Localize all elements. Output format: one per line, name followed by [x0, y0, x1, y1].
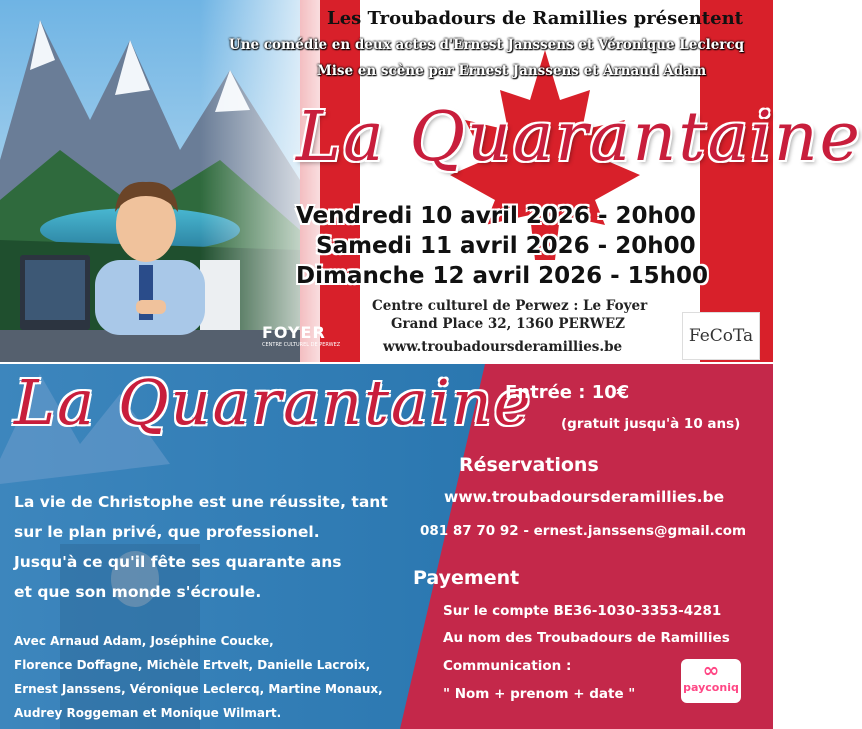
- cast-line-2: Florence Doffagne, Michèle Ertvelt, Danielle Lacroix,: [14, 658, 371, 672]
- date-saturday: Samedi 11 avril 2026 - 20h00: [316, 233, 696, 259]
- show-title: La Quarantaine: [296, 98, 862, 177]
- synopsis-line-1: La vie de Christophe est une réussite, tant: [14, 493, 388, 511]
- date-friday: Vendredi 10 avril 2026 - 20h00: [296, 203, 696, 229]
- reservations-contact[interactable]: 081 87 70 92 - ernest.janssens@gmail.com: [420, 523, 747, 539]
- reservations-website[interactable]: www.troubadoursderamillies.be: [444, 488, 725, 506]
- fecota-logo-text: FeCoTa: [688, 326, 754, 346]
- cast-line-3: Ernest Janssens, Véronique Leclercq, Martine Monaux,: [14, 682, 383, 696]
- date-sunday: Dimanche 12 avril 2026 - 15h00: [296, 263, 709, 289]
- payconiq-logo: [681, 659, 741, 703]
- bottom-flyer: [0, 364, 773, 729]
- cast-line-1: Avec Arnaud Adam, Joséphine Coucke,: [14, 634, 274, 648]
- subtitle-direction: Mise en scène par Ernest Janssens et Arnaud Adam: [316, 63, 707, 79]
- fecota-logo: [682, 312, 760, 360]
- payment-beneficiary: Au nom des Troubadours de Ramillies: [443, 630, 730, 646]
- foyer-logo-sub: CENTRE CULTUREL DE PERWEZ: [262, 342, 341, 348]
- top-flyer: [0, 0, 862, 362]
- venue-name: Centre culturel de Perwez : Le Foyer: [372, 298, 648, 314]
- entry-note: (gratuit jusqu'à 10 ans): [561, 416, 741, 432]
- synopsis-line-2: sur le plan privé, que professionel.: [14, 523, 320, 541]
- cast-line-4: Audrey Roggeman et Monique Wilmart.: [14, 706, 282, 720]
- synopsis-line-4: et que son monde s'écroule.: [14, 583, 262, 601]
- payment-communication-value: " Nom + prenom + date ": [443, 686, 636, 702]
- payment-communication-label: Communication :: [443, 658, 572, 674]
- payment-title: Payement: [413, 567, 520, 589]
- payment-account: Sur le compte BE36-1030-3353-4281: [443, 603, 722, 619]
- presenter-line: Les Troubadours de Ramillies présentent: [327, 8, 743, 29]
- website-link[interactable]: www.troubadoursderamillies.be: [383, 339, 623, 355]
- foyer-logo-text: FOYER: [262, 323, 326, 342]
- payconiq-icon: ∞: [702, 658, 720, 682]
- reservations-title: Réservations: [459, 454, 599, 476]
- entry-price: Entrée : 10€: [505, 382, 630, 403]
- foyer-logo: [262, 323, 340, 348]
- venue-address: Grand Place 32, 1360 PERWEZ: [391, 316, 626, 332]
- subtitle-authors: Une comédie en deux actes d'Ernest Janssens et Véronique Leclercq: [228, 37, 745, 53]
- synopsis-line-3: Jusqu'à ce qu'il fête ses quarante ans: [14, 553, 342, 571]
- payconiq-label: payconiq: [683, 681, 739, 694]
- bottom-show-title: La Quarantaine: [14, 366, 533, 439]
